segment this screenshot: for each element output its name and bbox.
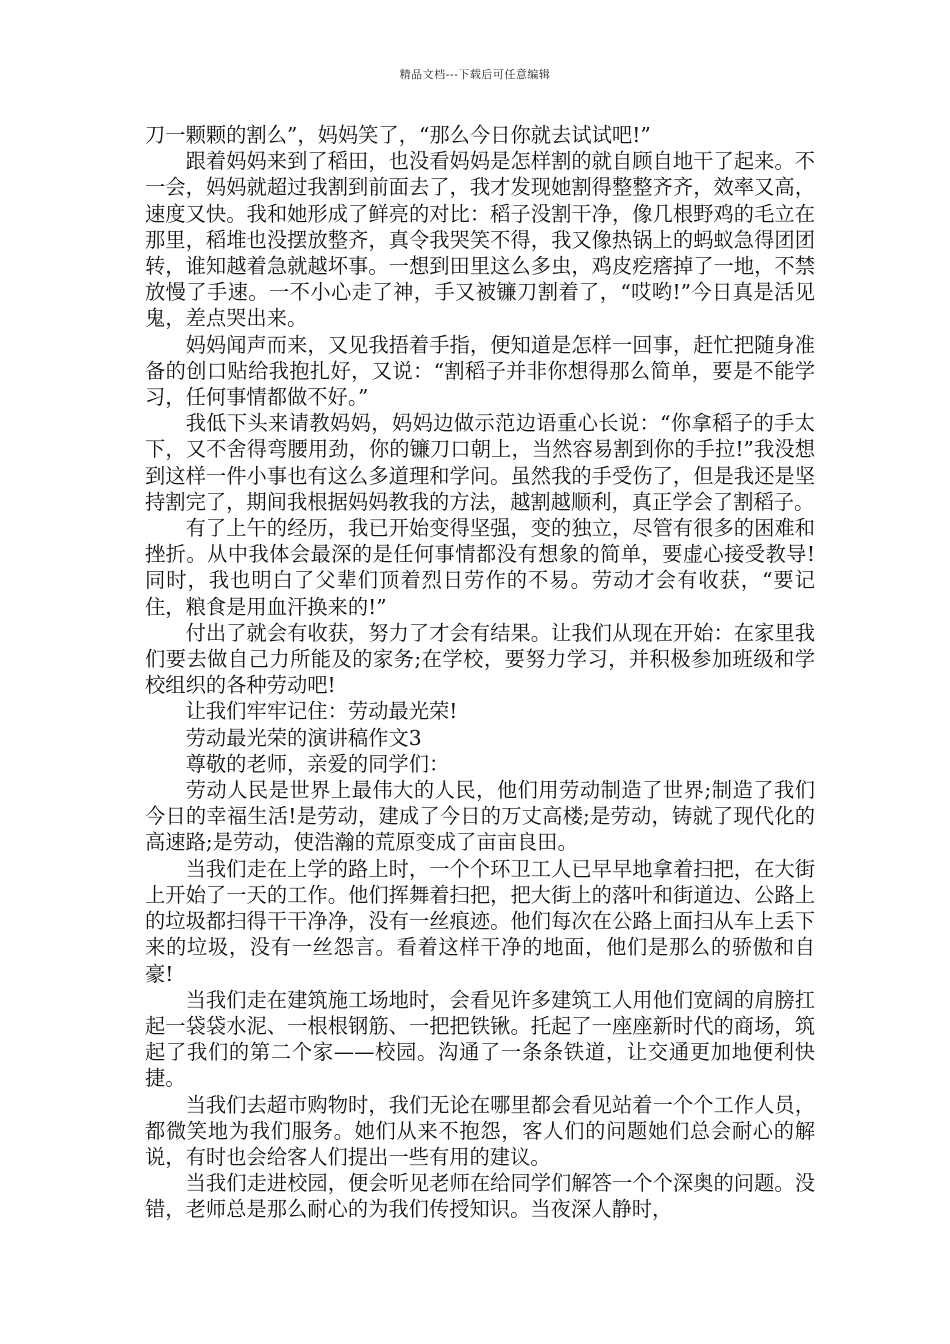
paragraph: 当我们走在建筑施工场地时，会看见许多建筑工人用他们宽阔的肩膀扛起一袋袋水泥、一根根钢筋、一把把铁锹。托起了一座座新时代的商场，筑起了我们的第二个家——校园。沟通了一条条铁道，让交通更加地便利快捷。 (145, 987, 815, 1091)
paragraph: 跟着妈妈来到了稻田，也没看妈妈是怎样割的就自顾自地干了起来。不一会，妈妈就超过我割到前面去了，我才发现她割得整整齐齐，效率又高，速度又快。我和她形成了鲜亮的对比：稻子没割干净，像几根野鸡的毛立在那里，稻堆也没摆放整齐，真令我哭笑不得，我又像热锅上的蚂蚁急得团团转，谁知越着急就越坏事。一想到田里这么多虫，鸡皮疙瘩掉了一地，不禁放慢了手速。一不小心走了神，手又被镰刀割着了，“哎哟!”今日真是活见鬼，差点哭出来。 (145, 149, 815, 331)
salutation: 尊敬的老师，亲爱的同学们： (185, 751, 450, 776)
document-header: 精品文档---下载后可任意编辑 (399, 68, 551, 81)
paragraph: 当我们去超市购物时，我们无论在哪里都会看见站着一个个工作人员，都微笑地为我们服务。她们从来不抱怨，客人们的问题她们总会耐心的解说，有时也会给客人们提出一些有用的建议。 (145, 1092, 815, 1169)
paragraph: 当我们走进校园，便会听见老师在给同学们解答一个个深奥的问题。没错，老师总是那么耐心的为我们传授知识。当夜深人静时， (145, 1171, 815, 1222)
paragraph: 刀一颗颗的割么”，妈妈笑了，“那么今日你就去试试吧!” (145, 123, 651, 147)
document-body (145, 122, 815, 1223)
paragraph: 付出了就会有收获，努力了才会有结果。让我们从现在开始：在家里我们要去做自己力所能及的家务;在学校，要努力学习，并积极参加班级和学校组织的各种劳动吧! (145, 620, 815, 698)
paragraph: 妈妈闻声而来，又见我捂着手指，便知道是怎样一回事，赶忙把随身准备的创口贴给我抱扎好，又说：“割稻子并非你想得那么简单，要是不能学习，任何事情都做不好。” (145, 332, 815, 410)
paragraph: 劳动人民是世界上最伟大的人民，他们用劳动制造了世界;制造了我们今日的幸福生活!是劳动，建成了今日的万丈高楼;是劳动，铸就了现代化的高速路;是劳动，使浩瀚的荒原变成了亩亩良田。 (145, 778, 815, 855)
paragraph: 我低下头来请教妈妈，妈妈边做示范边语重心长说：“你拿稻子的手太下，又不舍得弯腰用劲，你的镰刀口朝上，当然容易割到你的手拉!”我没想到这样一件小事也有这么多道理和学问。虽然我的手受伤了，但是我还是坚持割完了，期间我根据妈妈教我的方法，越割越顺利，真正学会了割稻子。 (145, 411, 815, 514)
paragraph: 当我们走在上学的路上时，一个个环卫工人已早早地拿着扫把，在大街上开始了一天的工作。他们挥舞着扫把，把大街上的落叶和街道边、公路上的垃圾都扫得干干净净，没有一丝痕迹。他们每次在公路上面扫从车上丢下来的垃圾，没有一丝怨言。看着这样干净的地面，他们是那么的骄傲和自豪! (145, 856, 815, 986)
paragraph: 有了上午的经历，我已开始变得坚强，变的独立，尽管有很多的困难和挫折。从中我体会最深的是任何事情都没有想象的简单，要虚心接受教导!同时，我也明白了父辈们顶着烈日劳作的不易。劳动才会有收获，“要记住，粮食是用血汗换来的!” (145, 516, 815, 619)
section-title: 劳动最光荣的演讲稿作文3 (185, 725, 422, 750)
paragraph: 让我们牢牢记住：劳动最光荣! (185, 699, 458, 724)
